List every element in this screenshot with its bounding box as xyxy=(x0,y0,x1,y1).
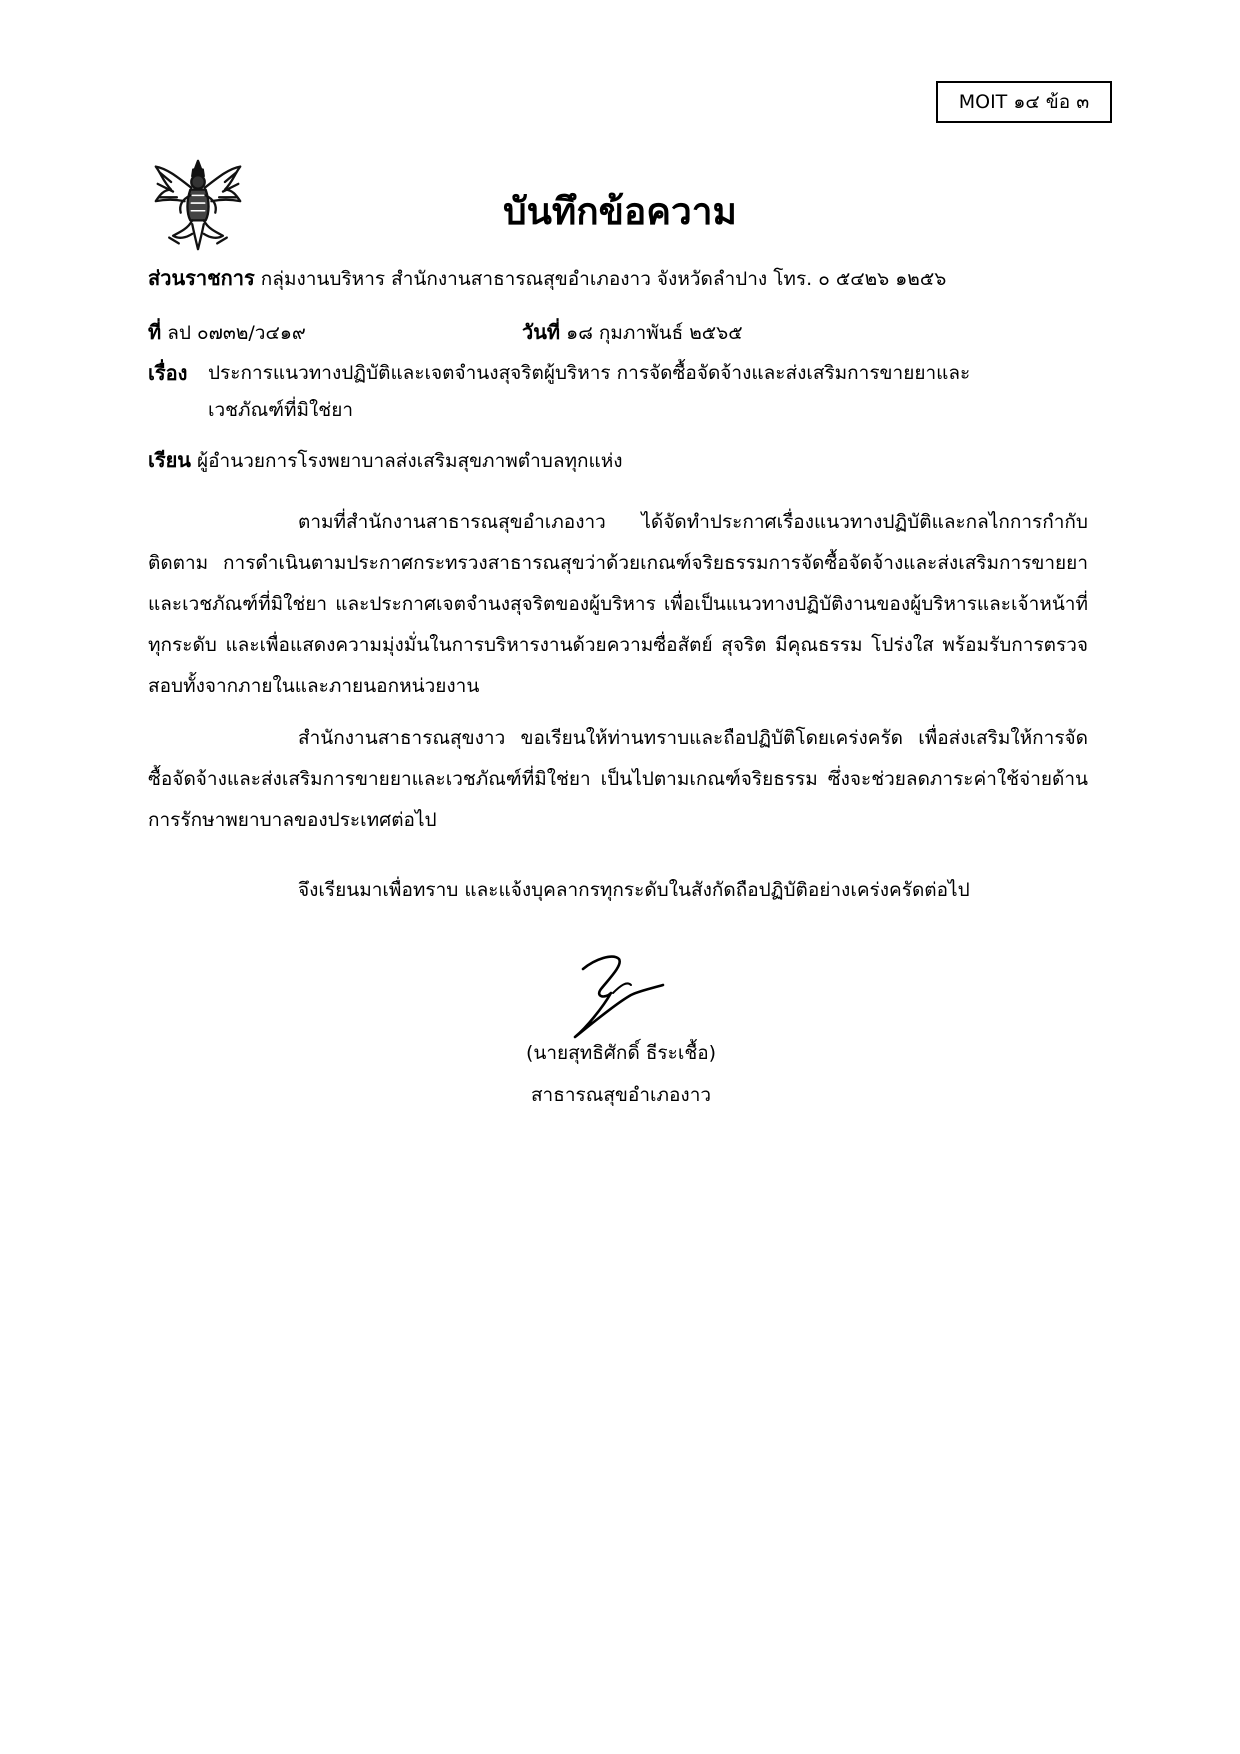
body-paragraph-1: ตามที่สำนักงานสาธารณสุขอำเภองาว ได้จัดทำประกาศเรื่องแนวทางปฏิบัติและกลไกการกำกับติดตาม การดำเนินตามประกาศกระทรวงสาธารณสุขว่าด้วยเกณฑ์จริยธรรมการจัดซื้อจัดจ้างและส่งเสริมการขายยาและเวชภัณฑ์ที่มิใช่ยา และประกาศเจตจำนงสุจริตของผู้บริหาร เพื่อเป็นแนวทางปฏิบัติงานของผู้บริหารและเจ้าหน้าที่ทุกระดับ และเพื่อแสดงความมุ่งมั่นในการบริหารงานด้วยความซื่อสัตย์ สุจริต มีคุณธรรม โปร่งใส พร้อมรับการตรวจสอบทั้งจากภายในและภายนอกหน่วยงาน xyxy=(148,511,1088,697)
signatory-name: (นายสุทธิศักดิ์ ธีระเชื้อ) xyxy=(525,1042,717,1064)
subject-row xyxy=(148,357,187,390)
recipient-label: เรียน xyxy=(148,448,191,472)
document-code-box: MOIT ๑๔ ข้อ ๓ xyxy=(936,81,1112,123)
reference-label: ที่ xyxy=(148,320,162,344)
date-value: ๑๘ กุมภาพันธ์ ๒๕๖๕ xyxy=(566,322,743,344)
agency-value: กลุ่มงานบริหาร สำนักงานสาธารณสุขอำเภองาว จังหวัดลำปาง โทร. ๐ ๕๔๒๖ ๑๒๕๖ xyxy=(260,268,947,290)
garuda-emblem-icon xyxy=(150,157,246,253)
document-title: บันทึกข้อความ xyxy=(503,190,737,233)
agency-row xyxy=(148,262,946,295)
closing-paragraph: จึงเรียนมาเพื่อทราบ และแจ้งบุคลากรทุกระดับในสังกัดถือปฏิบัติอย่างเคร่งครัดต่อไป xyxy=(298,879,970,901)
subject-label: เรื่อง xyxy=(148,361,188,385)
recipient-row xyxy=(148,444,623,477)
reference-value: ลป ๐๗๓๒/ว๔๑๙ xyxy=(167,322,306,344)
date-row xyxy=(522,316,743,349)
agency-label: ส่วนราชการ xyxy=(148,266,255,290)
body-paragraph-2: สำนักงานสาธารณสุขงาว ขอเรียนให้ท่านทราบและถือปฏิบัติโดยเคร่งครัด เพื่อส่งเสริมให้การจัดซื้อจัดจ้างและส่งเสริมการขายยาและเวชภัณฑ์ที่มิใช่ยา เป็นไปตามเกณฑ์จริยธรรม ซึ่งจะช่วยลดภาระค่าใช้จ่ายด้านการรักษาพยาบาลของประเทศต่อไป xyxy=(148,727,1088,831)
signatory-position: สาธารณสุขอำเภองาว xyxy=(530,1084,712,1106)
subject-value-line-1: ประการแนวทางปฏิบัติและเจตจำนงสุจริตผู้บริหาร การจัดซื้อจัดจ้างและส่งเสริมการขายยาและ xyxy=(208,362,971,384)
subject-value-line-2: เวชภัณฑ์ที่มิใช่ยา xyxy=(208,399,354,421)
reference-row xyxy=(148,316,306,349)
recipient-value: ผู้อำนวยการโรงพยาบาลส่งเสริมสุขภาพตำบลทุกแห่ง xyxy=(197,450,623,472)
signature-icon xyxy=(565,945,675,1040)
date-label: วันที่ xyxy=(522,320,561,344)
